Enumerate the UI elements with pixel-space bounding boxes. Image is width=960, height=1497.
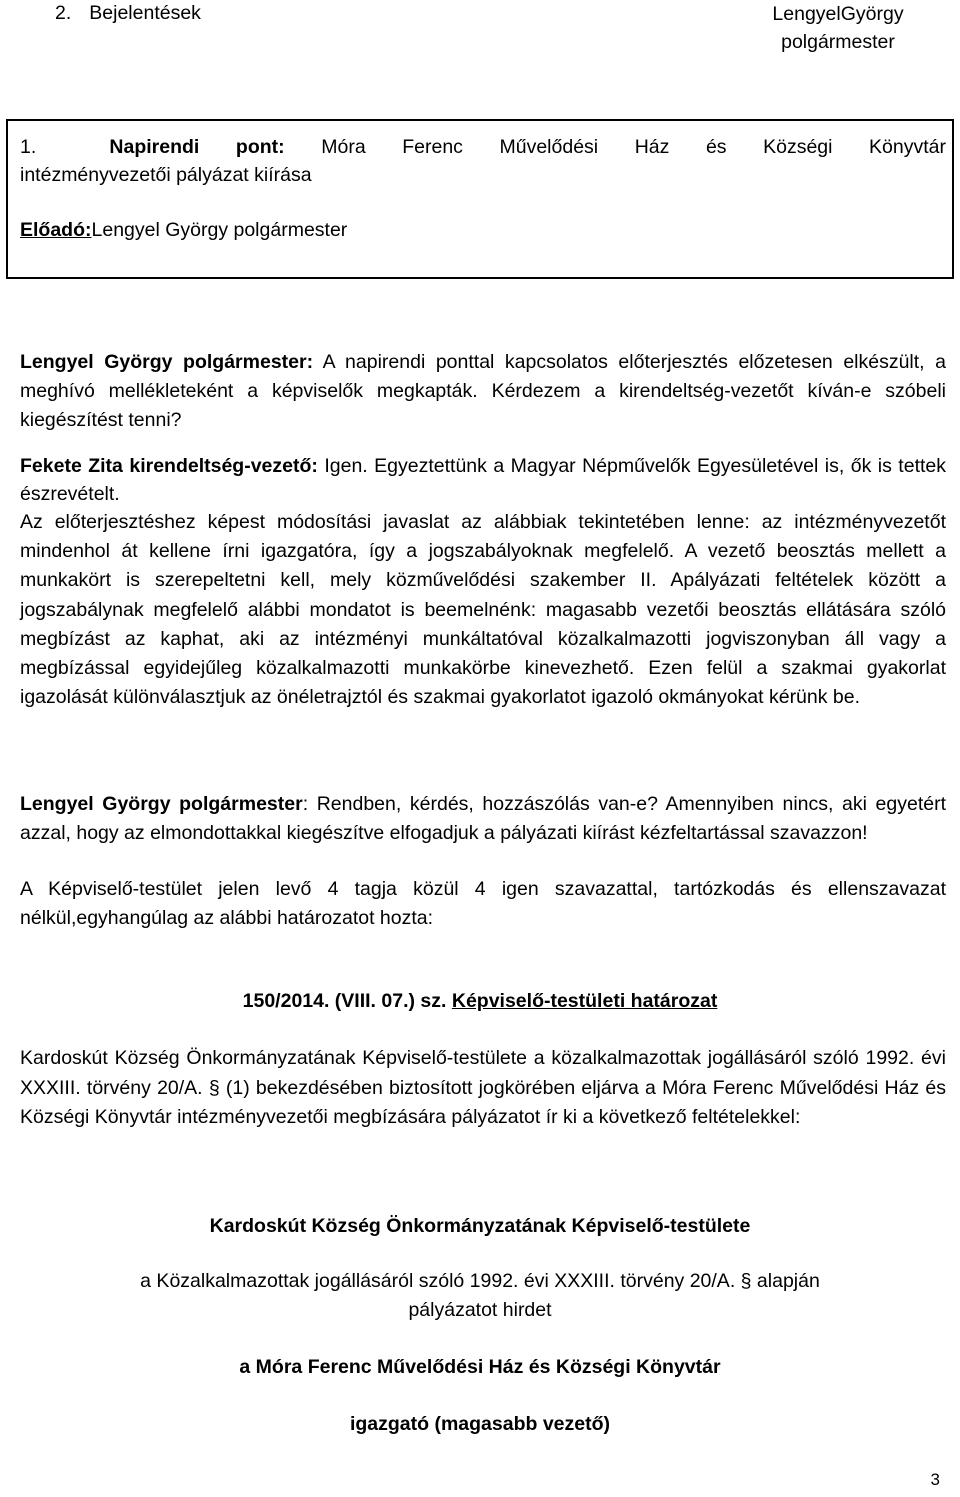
resolution-title: Képviselő-testületi határozat (451, 990, 718, 1012)
resolution-number: 150/2014. (VIII. 07.) sz. (242, 990, 447, 1012)
announcement-council: Kardoskút Község Önkormányzatának Képviselő-testülete (209, 1215, 751, 1237)
announcement-position: igazgató (magasabb vezető) (349, 1413, 611, 1435)
speaker-office-head: Fekete Zita kirendeltség-vezető: (20, 455, 318, 477)
agenda-title-line1 (20, 133, 946, 161)
paragraph-text: A napirendi ponttal kapcsolatos előterjesztés előzetesen elkészült, a meghívó mellékleteként a képviselők megkapták. Kérdezem a kirendeltség-vezetőt kíván-e szóbeli kiegészítést tenni? (20, 351, 946, 431)
resolution-heading (0, 987, 960, 1015)
paragraph-text: : Rendben, kérdés, hozzászólás van-e? Amennyiben nincs, aki egyetért azzal, hogy az elmondottakkal kiegészítve elfogadjuk a pályázati kiírást kézfeltartással szavazzon! (20, 793, 946, 844)
paragraph-text: Igen. Egyeztettünk a Magyar Népművelők Egyesületével is, ők is tettek észrevételt. (20, 455, 947, 505)
presenter-name: Lengyel György polgármester (91, 219, 348, 241)
announcement-law-line: a Közalkalmazottak jogállásáról szóló 1992. évi XXXIII. törvény 20/A. § alapján (140, 1270, 820, 1292)
agenda-item-2 (55, 0, 201, 26)
agenda-title-first: Móra Ferenc Művelődési Ház és Községi Könyvtár (321, 136, 947, 158)
agenda-item-2-presenter-name: LengyelGyörgy (772, 3, 904, 25)
agenda-label: Napirendi pont: (109, 136, 285, 158)
announcement-institution: a Móra Ferenc Művelődési Ház és Községi Könyvtár (239, 1356, 721, 1378)
agenda-item-2-label: Bejelentések (89, 2, 201, 24)
agenda-item-2-presenter-title: polgármester (781, 31, 895, 53)
agenda-item-2-presenter (738, 0, 938, 56)
paragraph-resolution-body: Kardoskút Község Önkormányzatának Képviselő-testülete a közalkalmazottak jogállásáról szóló 1992. évi XXXIII. törvény 20/A. § (1) bekezdésében biztosított jogkörében eljárva a Móra Ferenc Művelődési Ház és Községi Könyvtár intézményvezetői megbízására pályázatot ír ki a következő feltételekkel: (20, 1047, 946, 1128)
presenter (20, 216, 347, 244)
page-number: 3 (930, 1470, 940, 1489)
agenda-title-line2: intézményvezetői pályázat kiírása (20, 164, 312, 186)
paragraph-mayor-vote-call (20, 790, 946, 848)
agenda-item-2-number: 2. (55, 2, 72, 24)
paragraph-vote-result: A Képviselő-testület jelen levő 4 tagja közül 4 igen szavazattal, tartózkodás és ellenszavazat nélkül,egyhangúlag az alábbi határozatot hozta: (20, 878, 946, 929)
speaker-mayor: Lengyel György polgármester (20, 793, 303, 815)
announcement-announces: pályázatot hirdet (408, 1299, 552, 1321)
paragraph-office-head (20, 452, 946, 508)
speaker-mayor: Lengyel György polgármester: (20, 351, 314, 373)
paragraph-mayor-intro (20, 348, 946, 435)
presenter-label: Előadó: (20, 219, 92, 241)
agenda-number: 1. (20, 136, 37, 158)
paragraph-amendment: Az előterjesztéshez képest módosítási javaslat az alábbiak tekintetében lenne: az intézményvezetőt mindenhol át kellene írni igazgatóra, így a jogszabályoknak megfelelő. A vezető beosztás mellett a munkakört is szerepeltetni kell, mely közművelődési szakember II. Apályázati feltételek között a jogszabálynak megfelelő alábbi mondatot is beemelnénk: magasabb vezetői beosztás ellátására szóló megbízást az kaphat, aki az intézményi munkáltatóval közalkalmazotti jogviszonyban áll vagy a megbízással egyidejűleg közalkalmazotti munkakörbe kinevezhető. Ezen felül a szakmai gyakorlat igazolását különválasztjuk az önéletrajztól és szakmai gyakorlatot igazoló okmányokat kérünk be. (20, 511, 946, 709)
